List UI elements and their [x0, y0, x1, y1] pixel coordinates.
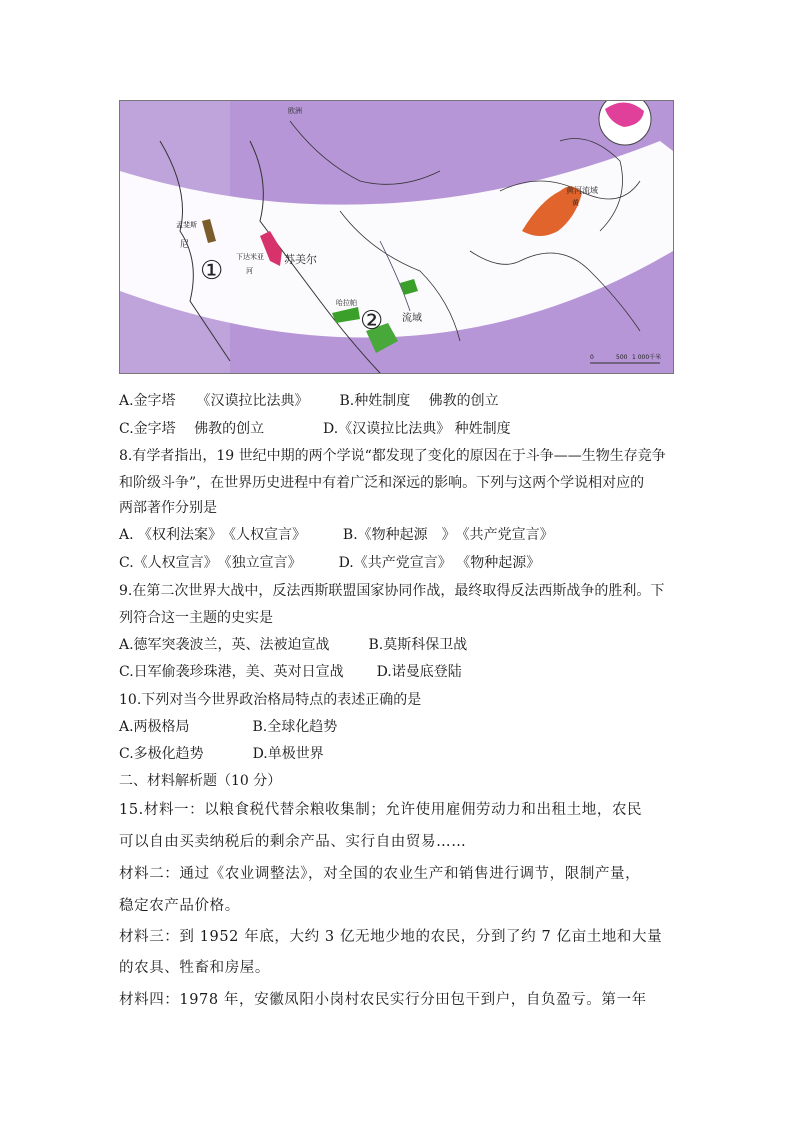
label-harappa: 哈拉帕 [336, 299, 357, 307]
label-sumer: 苏美尔 [284, 253, 317, 266]
label-lower-mesopotamia: 下达米亚 [236, 253, 264, 261]
q8-option-a: A. 《权利法案》 《人权宣言》 [119, 527, 307, 543]
scale-label: 1 000千米 [632, 354, 662, 361]
label-nile: 尼 [180, 240, 190, 250]
q8-options-row2 [119, 553, 540, 573]
q9-options-row1 [119, 635, 467, 655]
section-2-title: 二、材料解析题（10 分） [119, 773, 282, 789]
q7-option-b: B.种姓制度 佛教的创立 [339, 393, 499, 409]
marker-1: ① [200, 256, 224, 286]
q10-stem: 10.下列对当今世界政治格局特点的表述正确的是 [119, 692, 422, 708]
q15-material2-line1: 材料二：通过《农业调整法》，对全国的农业生产和销售进行调节，限制产量， [119, 866, 641, 882]
label-memphis: 孟斐斯 [176, 221, 197, 229]
q10-option-d: D.单极世界 [252, 746, 324, 762]
q7-options-row2 [119, 419, 511, 439]
q9-option-b: B.莫斯科保卫战 [368, 637, 468, 653]
marker-2: ② [360, 306, 384, 336]
q8-stem-line2: 和阶级斗争”，在世界历史进程中有着广泛和深远的影响。下列与这两个学说相对应的 [119, 475, 645, 491]
q15-material3-line1: 材料三：到 1952 年底，大约 3 亿无地少地的农民，分到了约 7 亿亩土地和大量 [119, 929, 663, 945]
q15-material4-line1: 材料四：1978 年，安徽凤阳小岗村农民实行分田包干到户，自负盈亏。第一年 [119, 992, 647, 1008]
q8-option-c: C.《人权宣言》 《独立宣言》 [119, 555, 302, 571]
q10-option-c: C.多极化趋势 [119, 746, 204, 762]
q9-option-d: D.诺曼底登陆 [376, 664, 462, 680]
label-europe: 欧洲 [288, 107, 302, 115]
q7-option-d: D.《汉谟拉比法典》 种姓制度 [323, 421, 511, 437]
q9-stem-line1: 9.在第二次世界大战中，反法西斯联盟国家协同作战，最终取得反法西斯战争的胜利。下 [119, 583, 665, 599]
label-huanghe: 黄 [572, 199, 579, 207]
scale-500-label: 500 [616, 354, 628, 361]
q10-option-a: A.两极格局 [119, 719, 190, 735]
q10-options-row2 [119, 744, 324, 764]
q8-options-row1 [119, 525, 554, 545]
q15-material3-line2: 的农具、牲畜和房屋。 [119, 960, 270, 976]
q9-option-a: A.德军突袭波兰，英、法被迫宣战 [119, 637, 330, 653]
label-river: 河 [246, 267, 253, 275]
q9-options-row2 [119, 662, 462, 682]
label-yellow-river-valley: 黄河流域 [566, 186, 598, 195]
label-indus-valley: 流域 [402, 313, 422, 324]
q7-option-c: C.金字塔 佛教的创立 [119, 421, 265, 437]
map-graphic [120, 101, 673, 373]
q15-material2-line2: 稳定农产品价格。 [119, 898, 240, 914]
scale-zero-label: 0 [590, 354, 594, 361]
q9-option-c: C.日军偷袭珍珠港，美、英对日宣战 [119, 664, 344, 680]
q9-stem-line2: 列符合这一主题的史实是 [119, 610, 273, 626]
q8-option-d: D.《共产党宣言》 《物种起源》 [338, 555, 541, 571]
q7-options-row1 [119, 391, 499, 411]
q10-option-b: B.全球化趋势 [252, 719, 338, 735]
q8-stem-line1: 8.有学者指出，19 世纪中期的两个学说“都发现了变化的原因在于斗争——生物生存竞争 [119, 448, 666, 464]
q8-stem-line3: 两部著作分别是 [119, 500, 217, 516]
ancient-civilizations-map [119, 100, 674, 374]
q8-option-b: B.《物种起源 》 《共产党宣言》 [342, 527, 554, 543]
q7-option-a: A.金字塔 《汉谟拉比法典》 [119, 393, 309, 409]
q10-options-row1 [119, 717, 337, 737]
q15-material1-line2: 可以自由买卖纳税后的剩余产品、实行自由贸易…… [119, 834, 467, 850]
q15-material1-line1: 15.材料一：以粮食税代替余粮收集制；允许使用雇佣劳动力和出租土地，农民 [119, 802, 643, 818]
